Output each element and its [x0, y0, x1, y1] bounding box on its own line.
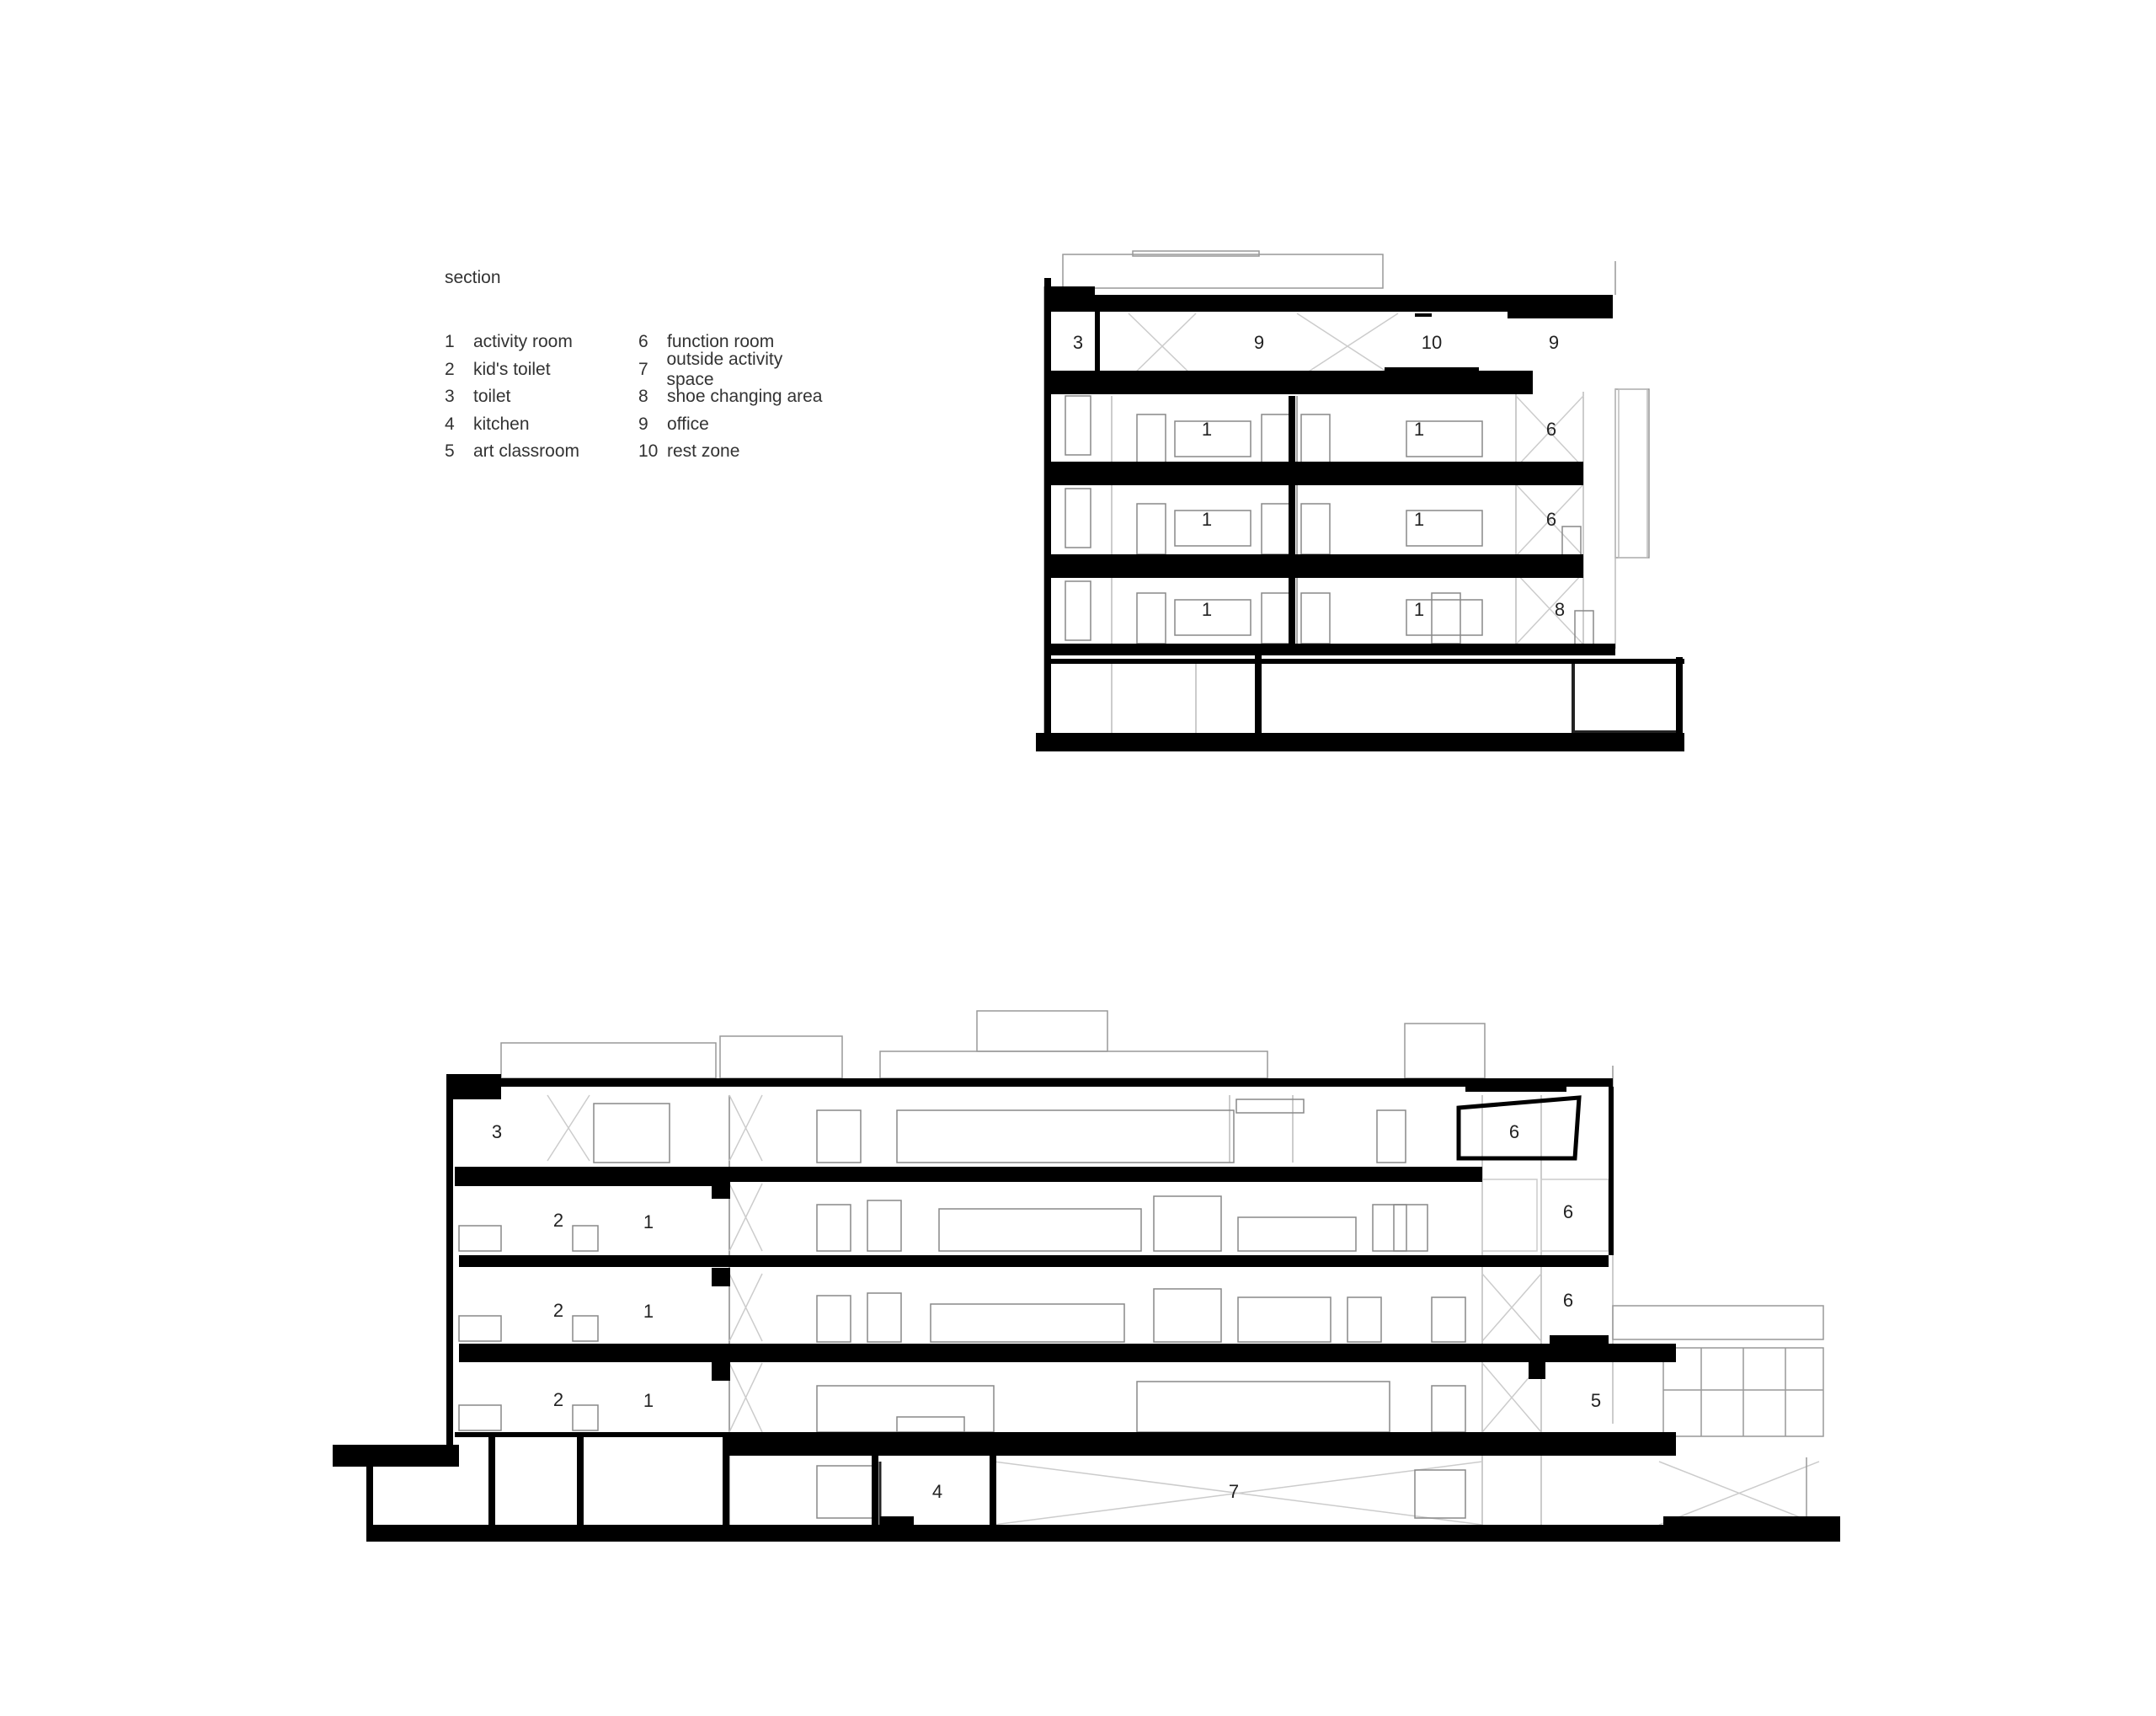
section-a: [1044, 251, 1681, 750]
label-activity-room: 1: [643, 1389, 654, 1411]
label-activity-room: 1: [1413, 418, 1425, 440]
legend-column: [445, 329, 638, 466]
legend-label: rest zone: [667, 441, 740, 462]
label-function-room: 6: [1545, 508, 1557, 530]
legend-label: office: [667, 414, 709, 434]
legend-number: 8: [638, 387, 648, 407]
legend-item: [638, 383, 832, 411]
label-office: 9: [1548, 331, 1560, 353]
label-office: 9: [1253, 331, 1265, 353]
section-a-slabs: [1036, 278, 1684, 751]
label-activity-room: 1: [1201, 508, 1213, 530]
legend-item: [445, 411, 638, 439]
legend-label: shoe changing area: [667, 387, 823, 407]
label-function-room: 6: [1562, 1289, 1574, 1311]
legend-item: [638, 411, 832, 439]
legend-number: 9: [638, 414, 648, 434]
legend-item: [638, 438, 832, 466]
label-activity-room: 1: [643, 1300, 654, 1322]
label-activity-room: 1: [1413, 598, 1425, 620]
label-kids-toilet: 2: [552, 1209, 564, 1231]
legend-label: function room: [667, 332, 775, 352]
label-rest-zone: 10: [1421, 331, 1443, 353]
label-function-room: 6: [1508, 1120, 1520, 1142]
legend-number: 5: [445, 441, 455, 462]
label-activity-room: 1: [1413, 508, 1425, 530]
label-outside-activity-space: 7: [1228, 1480, 1240, 1502]
legend-number: 10: [638, 441, 659, 462]
label-function-room: 6: [1562, 1200, 1574, 1222]
label-activity-room: 1: [1201, 418, 1213, 440]
label-toilet: 3: [1072, 331, 1084, 353]
label-art-classroom: 5: [1590, 1389, 1602, 1411]
legend-item: [445, 329, 638, 356]
legend-number: 2: [445, 359, 455, 379]
label-toilet: 3: [491, 1120, 503, 1142]
legend-number: 6: [638, 332, 648, 352]
label-activity-room: 1: [643, 1211, 654, 1232]
label-kids-toilet: 2: [552, 1299, 564, 1321]
legend-label: toilet: [473, 387, 511, 407]
legend-number: 1: [445, 332, 455, 352]
legend-number: 4: [445, 414, 455, 434]
legend-number: 3: [445, 387, 455, 407]
legend-label: outside activity space: [666, 349, 783, 389]
legend-label: kitchen: [473, 414, 530, 434]
legend-label: kid's toilet: [473, 359, 551, 379]
legend-column: [638, 329, 832, 466]
label-kids-toilet: 2: [552, 1388, 564, 1410]
label-shoe-changing-area: 8: [1554, 598, 1566, 620]
legend-label: activity room: [473, 332, 573, 352]
legend-number: 7: [638, 359, 648, 379]
legend-item: [638, 349, 832, 389]
legend: [445, 268, 832, 466]
label-activity-room: 1: [1201, 598, 1213, 620]
legend-label: art classroom: [473, 441, 580, 462]
legend-title: section: [445, 268, 501, 287]
legend-item: [445, 383, 638, 411]
label-function-room: 6: [1545, 418, 1557, 440]
label-kitchen: 4: [931, 1480, 943, 1502]
legend-item: [445, 438, 638, 466]
legend-item: [445, 356, 638, 384]
